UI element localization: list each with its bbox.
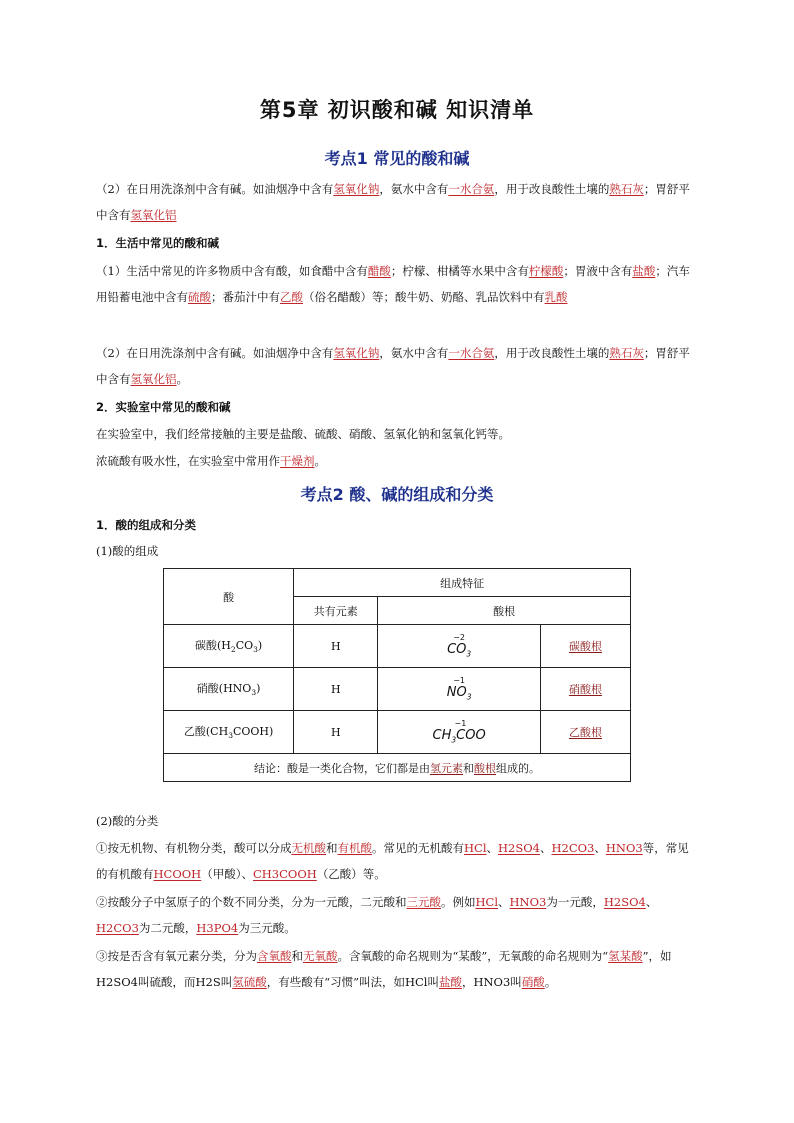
acid-name: 乙酸$(CH_3COOH)$ [164, 711, 294, 754]
page-title: 第5章 初识酸和碱 知识清单 [259, 98, 535, 122]
acid-composition-table [163, 568, 631, 782]
keyword: 熟石灰 [609, 182, 644, 196]
common-element: H [294, 711, 378, 754]
text: ；汽车用铅蓄电池中含有 [96, 264, 690, 304]
text: ，氨水中含有 [379, 182, 449, 196]
text: ，氨水中含有 [379, 346, 449, 360]
text: （2）在日用洗涤剂中含有碱。如油烟净中含有 [96, 346, 334, 360]
section1-intro [96, 176, 696, 228]
keyword: 乙酸 [280, 290, 303, 304]
text: ；柠檬、柑橘等水果中含有 [390, 264, 529, 278]
classification-hydrogen-count: ②按酸分子中氢原子的个数不同分类，分为一元酸，二元酸和三元酸。例如HCl、HNO3为一元酸，H2SO4、H2CO3为二元酸，H3PO4为三元酸。 [96, 895, 658, 935]
keyword: 熟石灰 [609, 346, 644, 360]
radical-name: 乙酸根 [540, 711, 630, 754]
header-acid-radical: 酸根 [378, 597, 631, 625]
text: ；胃液中含有 [563, 264, 633, 278]
text: （1）生活中常见的许多物质中含有酸，如食醋中含有 [96, 264, 368, 278]
keyword: 氢氧化铝 [130, 208, 177, 222]
subheading-acid-classification: (2)酸的分类 [96, 814, 159, 828]
paragraph-sulfuric-acid [96, 448, 696, 474]
keyword: 硫酸 [188, 290, 211, 304]
keyword: 一水合氨 [448, 346, 495, 360]
section2-heading: 考点2 酸、碱的组成和分类 [300, 485, 494, 504]
table-row [164, 711, 631, 754]
keyword: 一水合氨 [448, 182, 495, 196]
acid-name: 碳酸$(H_2CO_3)$ [164, 625, 294, 668]
acid-name: 硝酸$(HNO_3)$ [164, 668, 294, 711]
text: （俗名醋酸）等；酸牛奶、奶酪、乳品饮料中有 [303, 290, 545, 304]
radical-formula: −1 $NO_3$ [378, 668, 541, 711]
text: ，用于改良酸性土壤的 [494, 346, 610, 360]
paragraph-lab-common: 在实验室中，我们经常接触的主要是盐酸、硫酸、硝酸、氢氧化钠和氢氧化钙等。 [96, 427, 510, 441]
table-conclusion: 结论：酸是一类化合物，它们都是由氢元素和酸根组成的。 [164, 754, 631, 782]
text: ；胃舒平中含有 [96, 346, 690, 386]
paragraph-daily-acids [96, 258, 696, 310]
radical-formula: −2 $CO_3$ [378, 625, 541, 668]
keyword: 柠檬酸 [528, 264, 564, 278]
text: 。 [314, 454, 326, 468]
classification-organic-inorganic: ①按无机物、有机物分类，酸可以分成无机酸和有机酸。常见的无机酸有HCl、H2SO4、H2CO3、HNO3等，常见的有机酸有HCOOH（甲酸）、CH3COOH（乙酸）等。 [96, 841, 689, 881]
header-common-element: 共有元素 [294, 597, 378, 625]
section1-heading: 考点1 常见的酸和碱 [324, 149, 470, 168]
text: ，用于改良酸性土壤的 [494, 182, 610, 196]
text: ；番茄汁中有 [211, 290, 280, 304]
classification-oxygen: ③按是否含有氧元素分类，分为含氧酸和无氧酸。含氧酸的命名规则为“某酸”，无氧酸的命名规则为“氢某酸”，如H2SO4叫硫酸，而H2S叫氢硫酸，有些酸有“习惯”叫法，如HCl叫盐酸，HNO3叫硝酸。 [96, 949, 672, 989]
header-composition: 组成特征 [294, 569, 631, 597]
keyword: 乳酸 [544, 290, 568, 304]
radical-formula: −1 $CH_3COO$ [378, 711, 541, 754]
radical-name: 硝酸根 [540, 668, 630, 711]
text: 。 [176, 372, 188, 386]
subheading-acid-composition: (1)酸的组成 [96, 544, 159, 558]
text: （2）在日用洗涤剂中含有碱。如油烟净中含有 [96, 182, 334, 196]
subheading-lab-acids-bases: 2．实验室中常见的酸和碱 [96, 400, 231, 414]
table-row [164, 668, 631, 711]
table-row [164, 625, 631, 668]
keyword: 盐酸 [632, 264, 656, 278]
common-element: H [294, 668, 378, 711]
keyword: 醋酸 [367, 264, 391, 278]
keyword: 氢氧化铝 [130, 372, 177, 386]
keyword: 干燥剂 [280, 454, 315, 468]
radical-name: 碳酸根 [540, 625, 630, 668]
keyword: 氢氧化钠 [333, 182, 380, 196]
keyword: 氢氧化钠 [333, 346, 380, 360]
paragraph-daily-bases [96, 340, 696, 392]
text: 浓硫酸有吸水性，在实验室中常用作 [96, 454, 280, 468]
common-element: H [294, 625, 378, 668]
header-acid: 酸 [164, 569, 294, 625]
subheading-acid-composition-classification: 1．酸的组成和分类 [96, 518, 197, 532]
subheading-daily-acids-bases: 1．生活中常见的酸和碱 [96, 236, 220, 250]
text: ；胃舒平中含有 [96, 182, 690, 222]
